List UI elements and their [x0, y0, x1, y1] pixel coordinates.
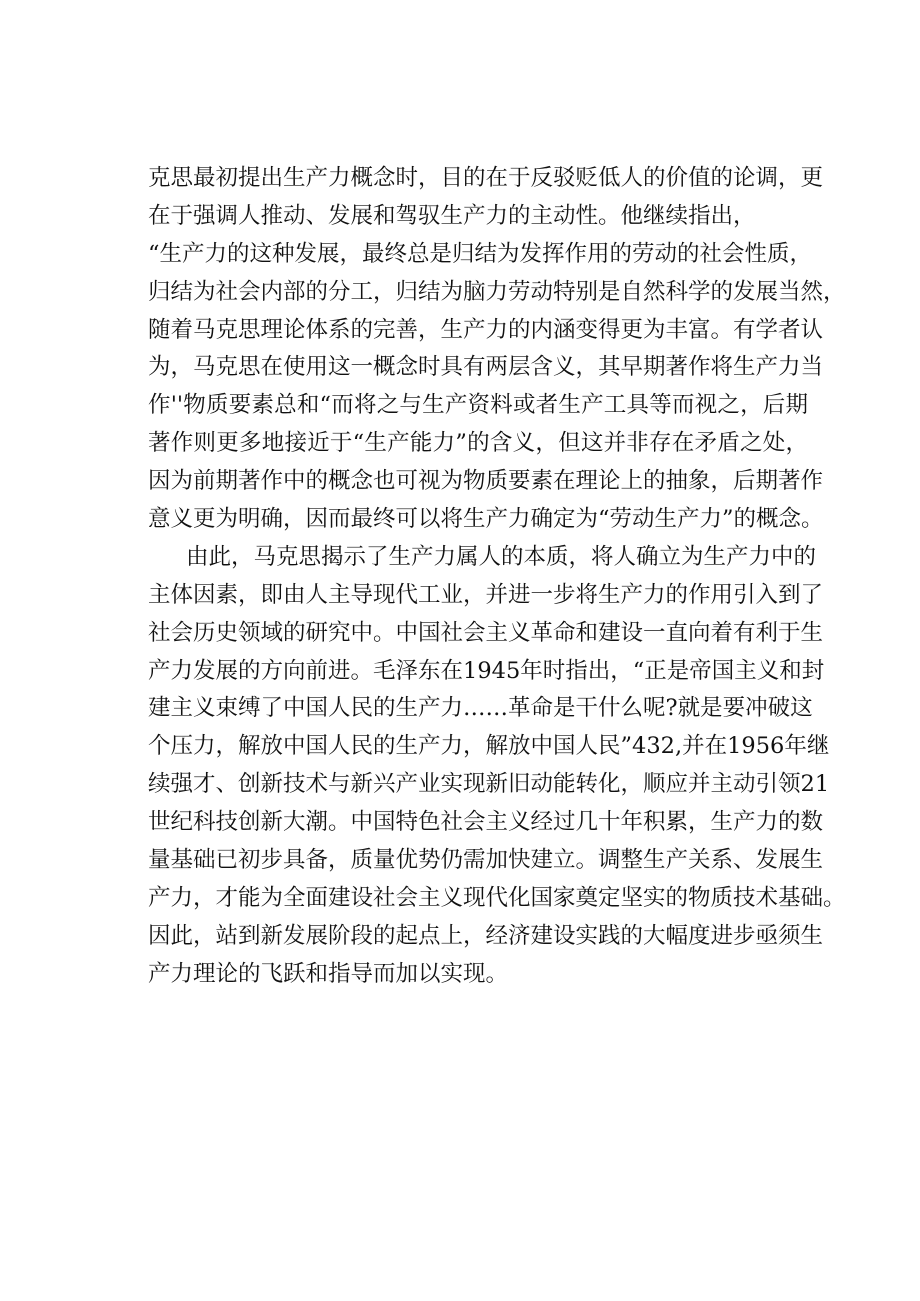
text-line: 社会历史领域的研究中。中国社会主义革命和建设一直向着有利于生	[148, 619, 824, 646]
text-line: 个压力，解放中国人民的生产力，解放中国人民”432,并在1956年继	[148, 733, 830, 760]
text-line: 著作则更多地接近于“生产能力”的含义，但这并非存在矛盾之处，	[148, 430, 808, 457]
text-line: 在于强调人推动、发展和驾驭生产力的主动性。他继续指出，	[148, 202, 756, 229]
text-line: 产力，才能为全面建设社会主义现代化国家奠定坚实的物质技术基础。	[148, 884, 846, 911]
text-line: “生产力的这种发展，最终总是归结为发挥作用的劳动的社会性质，	[148, 240, 813, 267]
text-line: 产力发展的方向前进。毛泽东在1945年时指出，“正是帝国主义和封	[148, 657, 825, 684]
text-line: 因此，站到新发展阶段的起点上，经济建设实践的大幅度进步亟须生	[148, 922, 824, 949]
text-line: 续强才、创新技术与新兴产业实现新旧动能转化，顺应并主动引领21	[148, 771, 830, 798]
body-text	[148, 160, 846, 994]
text-line: 作''物质要素总和“而将之与生产资料或者生产工具等而视之，后期	[148, 392, 808, 419]
text-line: 克思最初提出生产力概念时，目的在于反驳贬低人的价值的论调，更	[148, 165, 824, 191]
text-line: 为，马克思在使用这一概念时具有两层含义，其早期著作将生产力当	[148, 354, 824, 381]
text-line: 建主义束缚了中国人民的生产力……革命是干什么呢?就是要冲破这	[148, 695, 813, 722]
paragraph-2	[148, 539, 846, 994]
paragraph-1	[148, 160, 846, 539]
text-line: 世纪科技创新大潮。中国特色社会主义经过几十年积累，生产力的数	[148, 809, 824, 836]
text-line: 因为前期著作中的概念也可视为物质要素在理论上的抽象，后期著作	[148, 468, 824, 495]
text-line: 由此，马克思揭示了生产力属人的本质，将人确立为生产力中的	[186, 543, 817, 570]
text-line: 归结为社会内部的分工，归结为脑力劳动特别是自然科学的发展当然，	[148, 278, 846, 305]
text-line: 随着马克思理论体系的完善，生产力的内涵变得更为丰富。有学者认	[148, 316, 824, 343]
text-line: 产力理论的飞跃和指导而加以实现。	[148, 960, 509, 987]
text-line: 量基础已初步具备，质量优势仍需加快建立。调整生产关系、发展生	[148, 847, 824, 874]
text-line: 主体因素，即由人主导现代工业，并进一步将生产力的作用引入到了	[148, 581, 824, 608]
text-line: 意义更为明确，因而最终可以将生产力确定为“劳动生产力”的概念。	[148, 506, 824, 533]
